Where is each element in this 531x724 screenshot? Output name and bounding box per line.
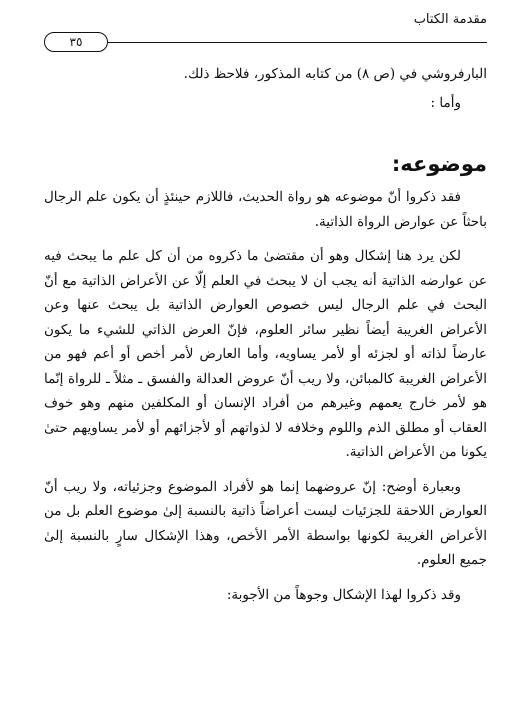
paragraph: لكن يرد هنا إشكال وهو أن مقتضىٰ ما ذكروه من أن كل علم ما يبحث فيه عن عوارضه الذاتية أنه يجب أن لا يبحث في العلم إلّا عن الأعراض الذاتية مع أنّ البحث في علم الرجال ليس خصوص العوارض الذاتية بل يبحث عنها وعن الأعراض الغريبة أيضاً نظير سائر العلوم، فإنّ العرض الذاتي للشيء ما يكون عارضاً لذاته أو لجزئه أو لأمر يساويه، وأما العارض لأمر أخص أو أعم فهو من الأعراض الغريبة كالمبائن، ولا ريب أنّ عروض العدالة والفسق ـ مثلاً ـ للرواة إنّما هو لأمر خارج يعمهم وغيرهم من أفراد الإنسان أو المكلفين منهم وهو خوف العقاب أو مطلق الذم واللوم وخلافه لا لذواتهم أو لأجزائهم أو لأمر يساويهم حتىٰ يكونا من الأعراض الذاتية. xyxy=(44,248,487,460)
paragraph: فقد ذكروا أنّ موضوعه هو رواة الحديث، فاللازم حينئذٍ أن يكون علم الرجال باحثاً عن عوارض الرواة الذاتية. xyxy=(44,189,487,230)
paragraph: وقد ذكروا لهذا الإشكال وجوهاً من الأجوبة: xyxy=(226,586,461,603)
page-number: ٣٥ xyxy=(44,32,108,52)
section-heading: موضوعه: xyxy=(391,152,487,176)
paragraph: وبعبارة أوضح: إنّ عروضهما إنما هو لأفراد الموضوع وجزئياته، ولا ريب أنّ العوارض اللاحقة للجزئيات ليست أعراضاً ذاتية بالنسبة إلىٰ موضوع العلم بل من الأعراض الغريبة لكونها بواسطة الأمر الأخص، وهذا الإشكال سارٍ بالنسبة إلىٰ جميع العلوم. xyxy=(44,478,487,568)
header-rule xyxy=(108,42,487,43)
text-line: البارفروشي في (ص ٨) من كتابه المذكور، فلاحظ ذلك. xyxy=(183,66,487,82)
running-header xyxy=(44,8,487,48)
text-line: وأما : xyxy=(430,94,461,111)
chapter-title: مقدمة الكتاب xyxy=(413,12,487,27)
page-body xyxy=(44,62,487,607)
